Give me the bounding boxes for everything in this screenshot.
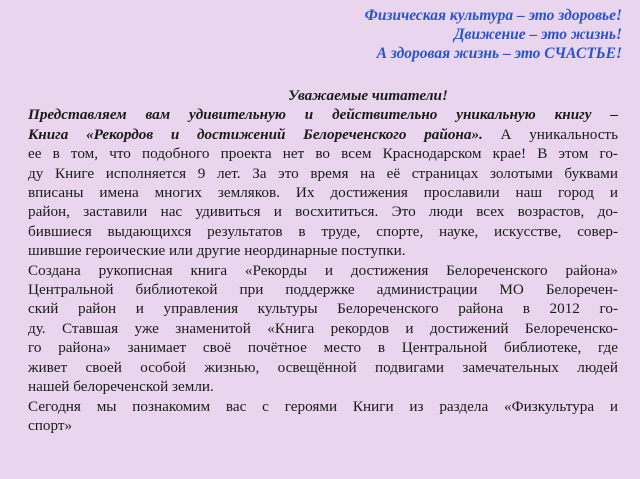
greeting: Уважаемые читатели! [288, 87, 448, 104]
text-line: спорт» [28, 416, 73, 434]
motto-line: Движение – это жизнь! [453, 26, 622, 43]
motto-line: Физическая культура – это здоровье! [364, 7, 622, 24]
mottos [365, 6, 622, 63]
text-line: живет своей особой жизнью, освещённой подвигами замечательных людей [28, 358, 618, 376]
body-text [28, 86, 618, 435]
text-line: Центральной библиотекой при поддержке администрации МО Белоречен- [28, 281, 618, 299]
intro-line-2 [28, 125, 618, 144]
text-line: го района» занимает своё почётное место в Центральной библиотеке, где [28, 339, 618, 357]
motto-line: А здоровая жизнь – это СЧАСТЬЕ! [376, 45, 622, 62]
text-line: ский район и управления культуры Белореченского района в 2012 го- [28, 300, 618, 318]
text-line: район, заставили нас удивиться и восхититься. Это люди всех возрастов, до- [28, 203, 618, 221]
intro-line-1: Представляем вам удивительную и действительно уникальную книгу – [28, 106, 618, 124]
text-line: ее в том, что подобного проекта нет во всем Краснодарском крае! В этом го- [28, 145, 618, 163]
text-line: ду Книге исполняется 9 лет. За это время на её страницах золотыми буквами [28, 164, 618, 182]
text-line: нашей белореченской земли. [28, 378, 214, 396]
text-line: шившие героические или другие неординарные поступки. [28, 242, 406, 260]
text-line: вписаны имена многих земляков. Их достижения прославили наш город и [28, 184, 618, 202]
text-line: Создана рукописная книга «Рекорды и достижения Белореченского района» [28, 261, 618, 279]
text-line: Сегодня мы познакомим вас с героями Книги из раздела «Физкультура и [28, 397, 618, 415]
text-line: ду. Ставшая уже знаменитой «Книга рекордов и достижений Белореченско- [28, 319, 618, 337]
intro-line-2-rest: А уникальность [482, 125, 618, 143]
book-title: Книга «Рекордов и достижений Белореченского района». [28, 125, 483, 143]
text-line: бившиеся выдающихся результатов в труде, спорте, науке, искусстве, совер- [28, 222, 618, 240]
